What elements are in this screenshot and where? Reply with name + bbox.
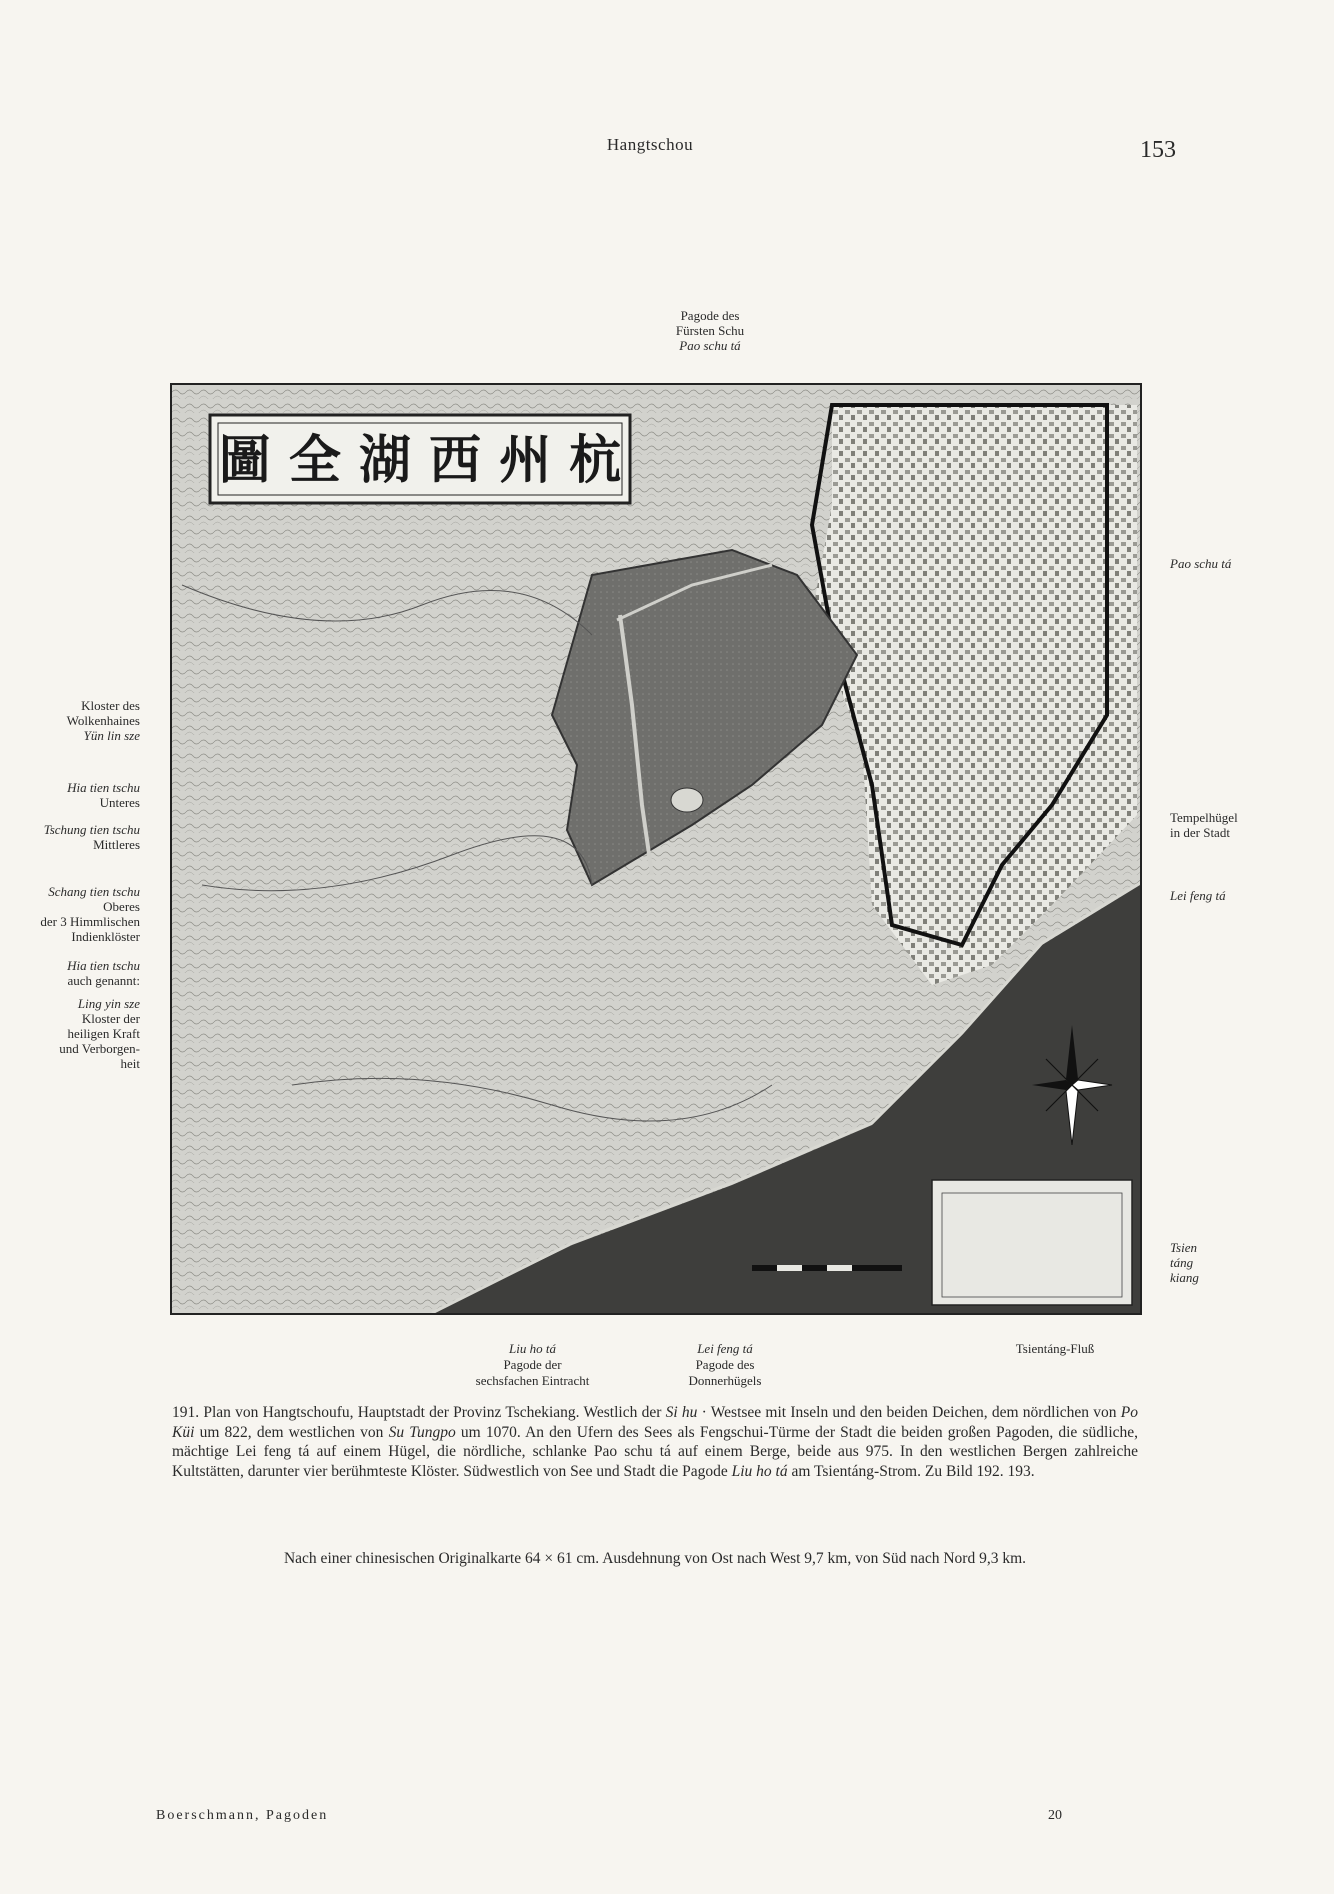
caption-italic: Si hu [665,1404,698,1421]
label-line: in der Stadt [1170,825,1230,840]
label-line: kiang [1170,1270,1199,1285]
label-ling-yin-sze [0,996,140,1071]
label-pao-schu-right: Pao schu tá [1170,556,1232,571]
source-note: Nach einer chinesischen Originalkarte 64 × 61 cm. Ausdehnung von Ost nach West 9,7 km, von Süd nach Nord 9,3 km. [283,1550,1027,1567]
map-drawing [172,385,1140,1313]
label-line: sechsfachen Eintracht [475,1373,590,1388]
label-line: Unteres [99,795,140,810]
footer-signature: 20 [1048,1808,1062,1823]
label-tempelhuegel [1170,810,1310,840]
caption-number: 191. [172,1404,200,1421]
label-italic: Lei feng tá [697,1341,753,1356]
caption-text: · Westsee mit Inseln und den beiden Deichen, dem nördlichen von [697,1404,1121,1421]
label-tsien-tang-kiang [1170,1240,1310,1285]
label-line: und Verborgen- [59,1041,140,1056]
label-lei-feng-right: Lei feng tá [1170,888,1226,903]
top-label-line1: Pagode des [680,308,740,323]
label-line: Tsien [1170,1240,1197,1255]
label-line: Pagode des [695,1357,755,1372]
caption-text: um 822, dem westlichen von [194,1423,389,1441]
label-line: Donnerhügels [688,1373,762,1388]
caption-text: um 1070. An den Ufern des Sees als Fengschui-Türme der Stadt die beiden großen Pagoden, die südliche, mächtige Lei feng tá auf einem Hügel, die nördliche, schlanke Pao schu tá auf einem Berge, beide aus 975. In den westlichen Bergen zahlreiche Kultstätten, darunter vier berühmteste Klöster. Südwestlich von See und Stadt die Pagode [172,1423,1139,1480]
caption-text: Plan von Hangtschoufu, Hauptstadt der Provinz Tschekiang. Westlich der [203,1404,666,1421]
label-italic: Hia tien tschu [67,958,140,973]
lake-island [671,788,703,812]
caption-italic: Liu ho tá [731,1462,788,1480]
top-label-pao-schu [640,308,780,353]
running-title: Hangtschou [606,135,694,154]
label-line: Wolkenhaines [66,713,140,728]
label-line: Indienklöster [71,929,140,944]
top-label-line3: Pao schu tá [679,338,741,353]
figure-caption [172,1403,1138,1481]
label-italic: Tschung tien tschu [43,822,140,837]
label-line: der 3 Himmlischen [40,914,140,929]
page-number: 153 [1140,137,1176,163]
label-line: Kloster des [81,698,140,713]
label-italic: Ling yin sze [77,996,140,1011]
label-tsientang-fluss: Tsientáng-Fluß [1015,1341,1095,1356]
top-label-line2: Fürsten Schu [675,323,745,338]
map-legend [932,1180,1132,1305]
label-schang-tien-tschu [0,884,140,944]
label-line: Mittleres [93,837,140,852]
label-line: Tempelhügel [1170,810,1238,825]
map-title-cartouche [210,415,630,503]
caption-text: am Tsientáng-Strom. Zu Bild 192. 193. [787,1462,1035,1480]
label-line: Oberes [103,899,140,914]
label-line: Pagode der [503,1357,562,1372]
label-lei-feng-ta [660,1341,790,1389]
label-line: heiligen Kraft [67,1026,140,1041]
label-line: táng [1170,1255,1194,1270]
label-line: auch genannt: [67,973,140,988]
label-hia-tien-tschu [0,780,140,810]
footer-author-title: Boerschmann, Pagoden [156,1808,329,1823]
label-italic: Hia tien tschu [67,780,140,795]
label-italic: Liu ho tá [509,1341,556,1356]
label-liu-ho-ta [445,1341,620,1389]
map-title-chinese: 圖 全 湖 西 州 杭 [218,431,622,491]
scale-bar [752,1265,902,1271]
label-line: heit [120,1056,140,1071]
label-yun-lin-sze [0,698,140,743]
caption-italic: Po Küi [172,1404,1138,1441]
map-hangtschou [170,383,1142,1315]
label-hia-tien-tschu-2 [0,958,140,988]
caption-italic: Su Tungpo [388,1423,456,1441]
label-italic: Yün lin sze [83,728,140,743]
label-line: Kloster der [81,1011,140,1026]
label-italic: Schang tien tschu [48,884,140,899]
label-tschung-tien-tschu [0,822,140,852]
